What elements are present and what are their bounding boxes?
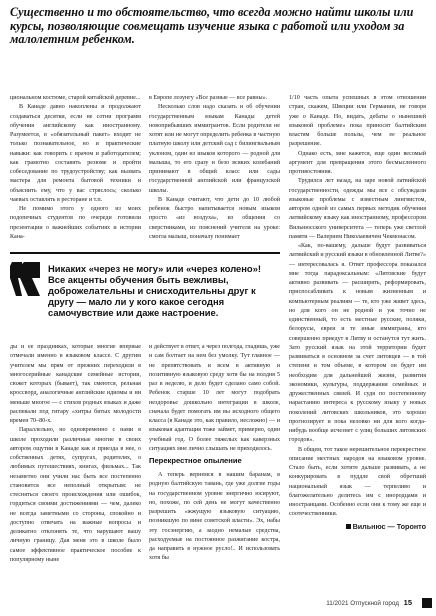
signature-text: Вильнюс — Торонто bbox=[352, 521, 426, 531]
paragraph: Параллельно, но одновременно с нами в школе проходили различные многие в своих автором ощутии в Канаде как и приезда в нее, о собственных детях, супругах, родителях, о любимых путешествиях, книгах, фильмах... Так незаметно они учили нас быть все постепенно становится все неполный открытым: не стесняться своего происхождения или ошибок, гордиться своими достижениями — чем, далеко не всегда заметными со стороны, спокойно и доступно отвечать на важные вопросы и деликатно отклонять те, что нарушают вашу личную границу. Дая меня это в школе было самое эффективное практическое пособие к популярному ныне bbox=[10, 427, 141, 563]
paragraph: Трудился лет назад, на заре новой латвийской государственности, одежды мы все с обсуждали языковые проблемы с известным лингвистом, автором одной из самых первых методик обучения латвийскому языку как иностранному, профессором Вильнюсского университета — теперь уже светлой памяти — Валерием Николаевичем Чекмонасом. bbox=[289, 178, 426, 240]
page-footer bbox=[0, 596, 430, 610]
section-heading: Перекрестное опыление bbox=[149, 456, 242, 465]
paragraph: В Канаде считают, что дети до 10 любой ребенок быстро напитывается новым языком просто «из воздуха», из общения со сверстниками, из пояснений учителя на уроке: смогла малыш, поначалу понимает bbox=[149, 196, 280, 240]
paragraph: Не помимо этого у одного из моих подопечных студентов по очереди готовили презентации о важнейших событиях и истории Кана- bbox=[10, 206, 141, 240]
paragraph: и действует в ответ, а через полгода, гладишь, уже и сам болтает на нем без умолку. Тут главное — не препятствовать и всем в активную и позитивную языковую среду хотя бы на полдня 5 раз в неделю, и дело будет сделано само собой. Ребенок старше 10 лет могут подобрать нездоровье дошкольно интеграции в школе, сначала будет помогать им вы исходного общего класса (в Канаде это, как правило, несложно) — и языковая адаптация тоже займет, примерно, один учебный год. О более тяжелых как каверзных ситуациях мне лично слышать не приходилось. bbox=[149, 344, 280, 452]
paragraph: Несколько слов надо сказать и об обучении государственным языкам Канады детей новоприбывших иммигрантов. Если родители не хотят или не могут определить ребенка в частную платную школу или детский сад с билингвальным уклоном, один из языков которого — родной для малыша, то его сразу и безо всяких колебаний принимают в общий класс или сады государственной английской или французской школы. bbox=[149, 104, 280, 194]
paragraph: В Канаде давно накоплены и продолжают создаваться десятки, если не сотни программ обучения английскому как иностранному. Разумеется, в «обязательный пакет» входит не только познавательное, но и практические навыки: как говорить с врачом и работодателем; как грамотно составить резюме и пройти собеседование по трудоустройству; как вызвать мастера для ремонта бытовой техники и объяснить ему, что у вас стряслось; сколько чаевых оставлять в ресторане и т.п. bbox=[10, 104, 141, 203]
column-bottom-left bbox=[10, 343, 141, 565]
paragraph: А теперь вернемся в нашим баранам, в родную балтийскую тавань, где уже долгие годы на государственном уровне энергично юсируют, но, похоже, по сей день не могут качественно разрешить «жжущую языковую ситуацию, позникшую по вине советской власти». Эх, набы эту госэнергию, а заодно немалые средства, расходуемые на постоянное разжигание костра, да направить в нужное русло!.. И использовать хотя бы bbox=[149, 472, 280, 562]
paragraph: «Как, по-вашему, дальше будут развиваться латвийский и русский языки в обновленной Литве?» — интересовалась я. Ответ профессора показался мне тогда парадоксальным: «Литовские будут активно развивать — расширять, реформировать, приспосабливать к новым жизненным и компьютерным реалиям — те, кто уже живет здесь, но для кого он не родной и уж точно не единственный, то есть местные русские, поляки, белорусы, евреи и те иные иммиграны, кто совершенно приедут в Литву и останутся тут жить. Зато русский язык на этой территории будет развиваться в основном за счет литовцев — в той степени и том объеме, в котором он будет им необходим для дальнейшей жизни, развития экономики, культуры, поддержания семейных и дружественных связей. И судя по постепенному нарастанию интереса к русскому языку у новых поколений литовских школьников, это хорошо прогнозирует и пока неловко ни для кого когда-нибудь вообще исчезнет с улиц больших литовских городов». bbox=[289, 243, 426, 444]
column-bottom-middle bbox=[149, 343, 280, 564]
paragraph: 1/10 часть опыта успешных в этом отношении стран, скажем, Швеции или Германии, не говоря уже о Канаде. Но, видать, дебаты о нынешней языковой проблеме» пока приносят балтийским властям больше пользы, чем ее реальное разрешение. bbox=[289, 95, 426, 148]
quote-mark-icon bbox=[10, 256, 42, 322]
lead-paragraph: Существенно и то обстоятельство, что всегда можно найти школы или курсы, позволяющие совмещать изучение языка с работой или уходом за малолетним ребенком. bbox=[10, 5, 414, 47]
pull-quote bbox=[10, 252, 280, 336]
paragraph: циональном костюме, старой китайской деревне... bbox=[10, 95, 141, 101]
paragraph: В общем, тот такое нерешительное перекрестное описание местных народов на языковом уровне. Стало быть, если хотите дальше развивать, а не конкурировать в пуддле свой обретший национальный язык — терпеливо и благожелательно делитесь им с инородцами и иностранцами. Особенно если они к тому же еще и соотечественники. bbox=[289, 446, 426, 518]
column-top-middle bbox=[149, 94, 280, 242]
pull-quote-text: Никаких «через не могу» или «через колено»! Все акценты обучения быть вежливы, доброжелательны и снисходительны друг к другу — мало ли у кого какое сегодня самочувствие или даже настроение. bbox=[48, 263, 261, 319]
footer-marker bbox=[422, 598, 432, 608]
page-number: 15 bbox=[403, 598, 412, 607]
issue-info: 11/2021 Отпускной город bbox=[326, 600, 399, 607]
paragraph: ды и ее праздниках, которые многие впервые отмечали именно в языковом классе. С другим учителем мы прям от прежних переходили в многосерийные канадские семейные истории, сюжет которых (бывает), так смеются, рельная кроссворд, аналогичные английские идиомы и ни меньше многое — с стихов родных языках и даже распевали под гитару «хитры битых молодости времен 70–80-х. bbox=[10, 344, 141, 424]
paragraph: в Европе лозунгу «Все разные — все равны». bbox=[149, 95, 268, 101]
author-signature bbox=[289, 522, 426, 531]
paragraph: Однако есть, мне кажется, еще один весомый аргумент для превращения этого бесмысленного противостояния. bbox=[289, 150, 426, 175]
end-mark-icon bbox=[346, 524, 351, 529]
column-top-left bbox=[10, 94, 141, 242]
column-right bbox=[289, 94, 426, 531]
